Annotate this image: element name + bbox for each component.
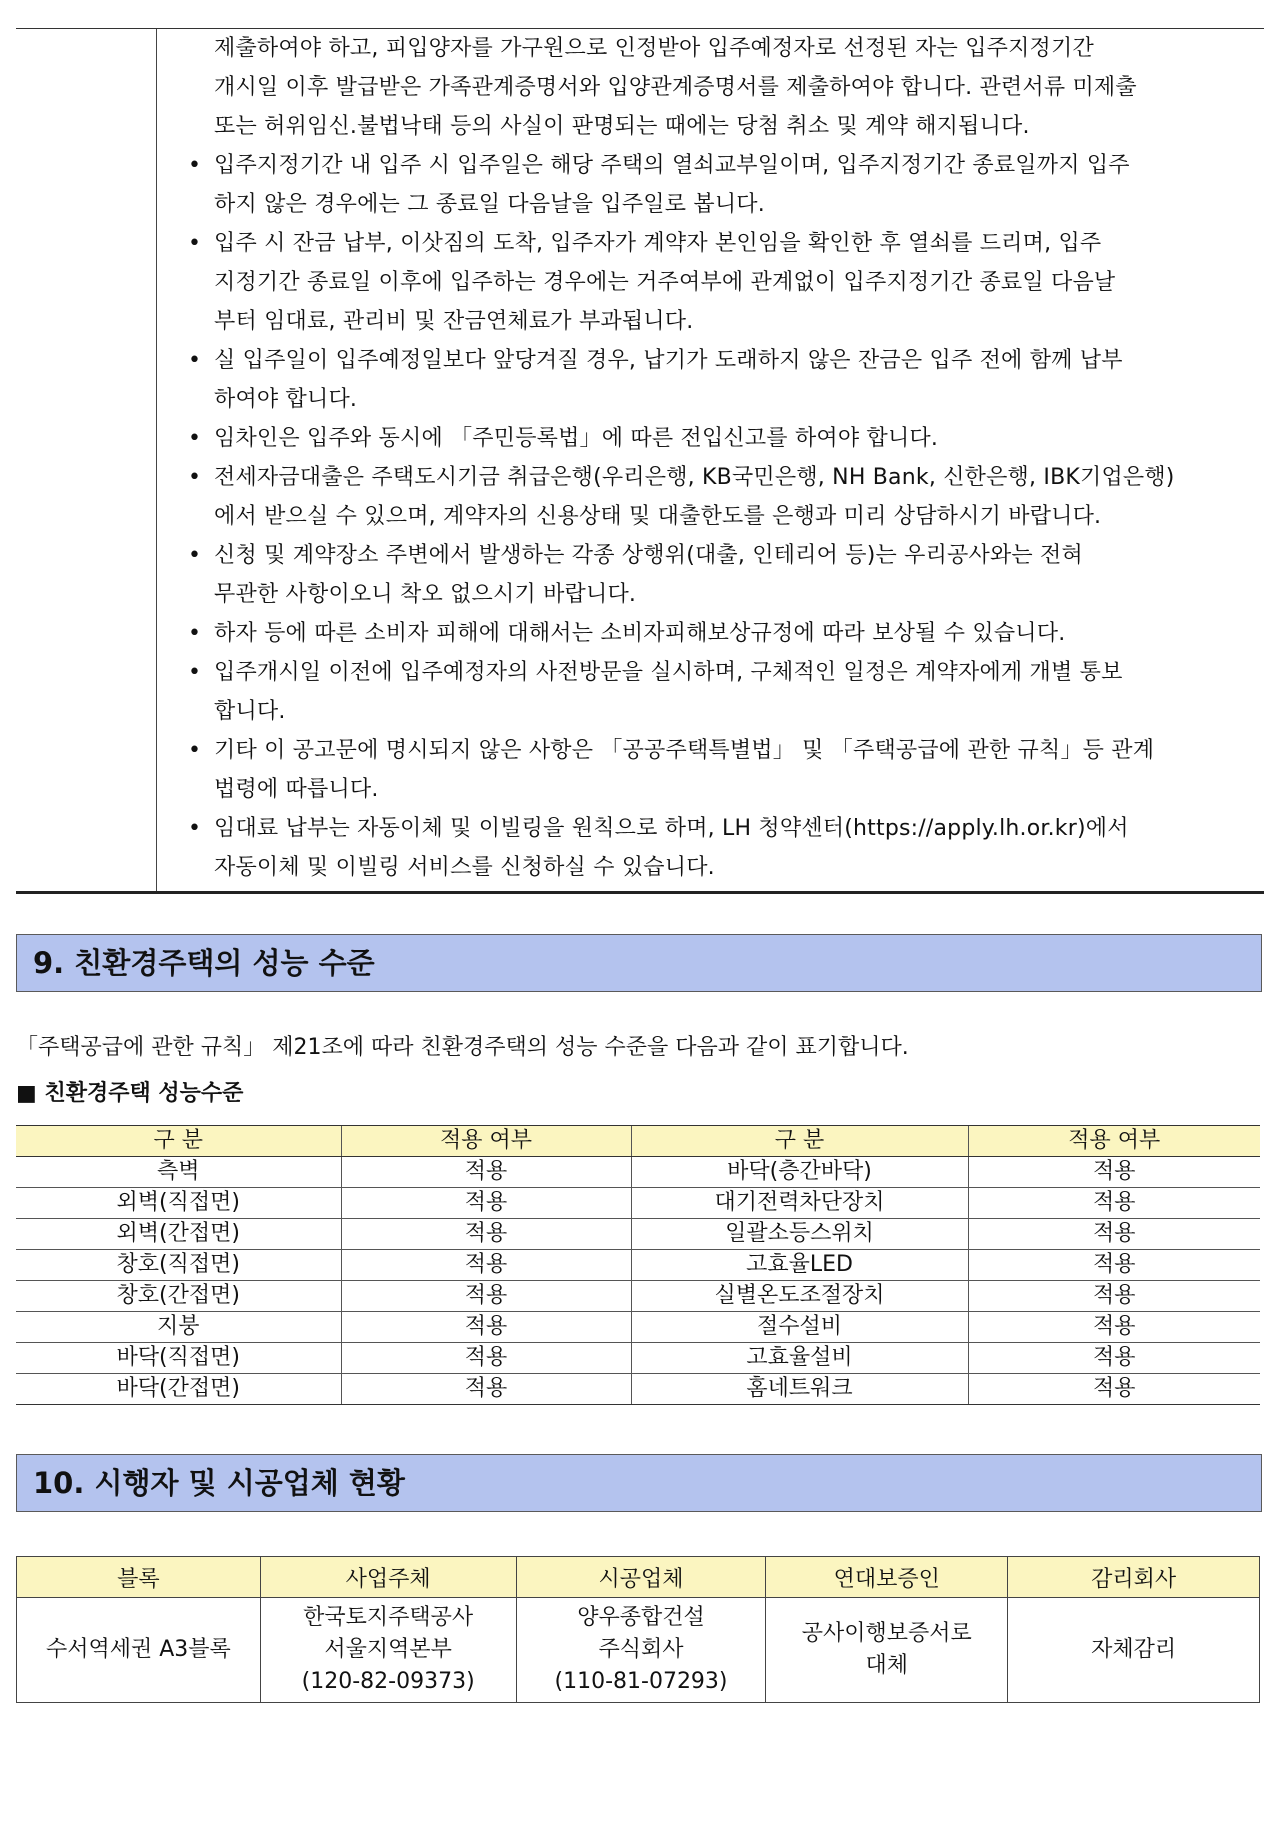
eco-applied-cell: 적용 <box>341 1374 631 1405</box>
eco-applied-cell: 적용 <box>341 1312 631 1343</box>
notice-bullet-item: • 임차인은 입주와 동시에 「주민등록법」에 따른 전입신고를 하여야 합니다. <box>176 419 1260 458</box>
eco-applied-cell: 적용 <box>968 1374 1260 1405</box>
notice-bullet-item: • 실 입주일이 입주예정일보다 앞당겨질 경우, 납기가 도래하지 않은 잔금은 입주 전에 함께 납부 <box>176 341 1260 380</box>
notice-body <box>176 29 1260 887</box>
section-9-title: 9. 친환경주택의 성능 수준 <box>33 946 375 980</box>
guarantor-line: 대체 <box>865 1653 909 1678</box>
eco-category-cell: 창호(간접면) <box>16 1281 341 1312</box>
eco-header-applied-2: 적용 여부 <box>968 1126 1260 1157</box>
eco-applied-cell: 적용 <box>341 1250 631 1281</box>
contractor-table <box>16 1556 1260 1703</box>
eco-table-subtitle: ■ 친환경주택 성능수준 <box>16 1081 244 1106</box>
notice-line: 또는 허위임신.불법낙태 등의 사실이 판명되는 때에는 당첨 취소 및 계약 해지됩니다. <box>214 114 1030 139</box>
cell-guarantor <box>766 1598 1008 1703</box>
guarantor-line: 공사이행보증서로 <box>801 1621 972 1646</box>
header-block: 블록 <box>17 1557 261 1598</box>
eco-category-cell: 절수설비 <box>631 1312 968 1343</box>
eco-applied-cell: 적용 <box>968 1312 1260 1343</box>
eco-header-category-2: 구 분 <box>631 1126 968 1157</box>
eco-category-cell: 측벽 <box>16 1157 341 1188</box>
header-guarantor: 연대보증인 <box>766 1557 1008 1598</box>
eco-applied-cell: 적용 <box>968 1188 1260 1219</box>
developer-line: (120-82-09373) <box>301 1669 475 1694</box>
header-supervisor: 감리회사 <box>1008 1557 1260 1598</box>
eco-category-cell: 고효율설비 <box>631 1343 968 1374</box>
eco-category-cell: 창호(직접면) <box>16 1250 341 1281</box>
builder-line: 주식회사 <box>598 1637 684 1662</box>
developer-line: 서울지역본부 <box>324 1637 452 1662</box>
header-developer: 사업주체 <box>260 1557 516 1598</box>
eco-applied-cell: 적용 <box>341 1219 631 1250</box>
notice-line: 에서 받으실 수 있으며, 계약자의 신용상태 및 대출한도를 은행과 미리 상담하시기 바랍니다. <box>214 504 1102 529</box>
eco-category-cell: 실별온도조절장치 <box>631 1281 968 1312</box>
notice-left-column <box>156 29 157 891</box>
eco-category-cell: 고효율LED <box>631 1250 968 1281</box>
notice-bullet-item: • 전세자금대출은 주택도시기금 취급은행(우리은행, KB국민은행, NH Bank, 신한은행, IBK기업은행) <box>176 458 1260 497</box>
eco-category-cell: 외벽(간접면) <box>16 1219 341 1250</box>
eco-table-row <box>16 1312 1260 1343</box>
eco-category-cell: 대기전력차단장치 <box>631 1188 968 1219</box>
notice-line: 자동이체 및 이빌링 서비스를 신청하실 수 있습니다. <box>214 855 715 880</box>
eco-applied-cell: 적용 <box>968 1281 1260 1312</box>
section-10-header <box>16 1454 1262 1512</box>
notice-line: 합니다. <box>214 699 286 724</box>
eco-table-row <box>16 1157 1260 1188</box>
cell-developer <box>260 1598 516 1703</box>
eco-category-cell: 지붕 <box>16 1312 341 1343</box>
cell-supervisor: 자체감리 <box>1008 1598 1260 1703</box>
eco-table-row <box>16 1250 1260 1281</box>
developer-line: 한국토지주택공사 <box>303 1605 474 1630</box>
notice-bullet-item: • 입주 시 잔금 납부, 이삿짐의 도착, 입주자가 계약자 본인임을 확인한 후 열쇠를 드리며, 입주 <box>176 224 1260 263</box>
builder-line: (110-81-07293) <box>554 1669 728 1694</box>
notice-line: 제출하여야 하고, 피입양자를 가구원으로 인정받아 입주예정자로 선정된 자는 입주지정기간 <box>214 36 1094 61</box>
notice-bullet-item: • 임대료 납부는 자동이체 및 이빌링을 원칙으로 하며, LH 청약센터(https://apply.lh.or.kr)에서 <box>176 809 1260 848</box>
notice-bullet-item: • 입주지정기간 내 입주 시 입주일은 해당 주택의 열쇠교부일이며, 입주지정기간 종료일까지 입주 <box>176 146 1260 185</box>
notice-bullet-item: • 하자 등에 따른 소비자 피해에 대해서는 소비자피해보상규정에 따라 보상될 수 있습니다. <box>176 614 1260 653</box>
eco-category-cell: 외벽(직접면) <box>16 1188 341 1219</box>
notice-line: 하여야 합니다. <box>214 387 358 412</box>
section-10-title: 10. 시행자 및 시공업체 현황 <box>33 1466 405 1500</box>
eco-header-category-1: 구 분 <box>16 1126 341 1157</box>
eco-applied-cell: 적용 <box>968 1343 1260 1374</box>
builder-line: 양우종합건설 <box>577 1605 705 1630</box>
section-9-header <box>16 934 1262 992</box>
contractor-row <box>17 1598 1260 1703</box>
eco-applied-cell: 적용 <box>341 1343 631 1374</box>
notice-bullet-item: • 입주개시일 이전에 입주예정자의 사전방문을 실시하며, 구체적인 일정은 계약자에게 개별 통보 <box>176 653 1260 692</box>
eco-category-cell: 홈네트워크 <box>631 1374 968 1405</box>
header-builder: 시공업체 <box>516 1557 766 1598</box>
eco-applied-cell: 적용 <box>968 1250 1260 1281</box>
notice-bullet-item: • 기타 이 공고문에 명시되지 않은 사항은 「공공주택특별법」 및 「주택공급에 관한 규칙」등 관계 <box>176 731 1260 770</box>
notice-line: 지정기간 종료일 이후에 입주하는 경우에는 거주여부에 관계없이 입주지정기간 종료일 다음날 <box>214 270 1116 295</box>
cell-builder <box>516 1598 766 1703</box>
notice-line: 하지 않은 경우에는 그 종료일 다음날을 입주일로 봅니다. <box>214 192 765 217</box>
eco-applied-cell: 적용 <box>968 1157 1260 1188</box>
notice-block <box>16 28 1264 894</box>
notice-bullet-item: • 신청 및 계약장소 주변에서 발생하는 각종 상행위(대출, 인테리어 등)는 우리공사와는 전혀 <box>176 536 1260 575</box>
eco-applied-cell: 적용 <box>341 1281 631 1312</box>
eco-table-header-row <box>16 1126 1260 1157</box>
eco-category-cell: 바닥(층간바닥) <box>631 1157 968 1188</box>
eco-header-applied-1: 적용 여부 <box>341 1126 631 1157</box>
section-9-intro: 「주택공급에 관한 규칙」 제21조에 따라 친환경주택의 성능 수준을 다음과 같이 표기합니다. <box>16 1035 909 1060</box>
notice-line: 무관한 사항이오니 착오 없으시기 바랍니다. <box>214 582 637 607</box>
eco-table-row <box>16 1374 1260 1405</box>
notice-line: 부터 임대료, 관리비 및 잔금연체료가 부과됩니다. <box>214 309 694 334</box>
eco-performance-table <box>16 1125 1260 1405</box>
notice-line: 개시일 이후 발급받은 가족관계증명서와 입양관계증명서를 제출하여야 합니다. 관련서류 미제출 <box>214 75 1137 100</box>
notice-line: 법령에 따릅니다. <box>214 777 379 802</box>
eco-category-cell: 바닥(간접면) <box>16 1374 341 1405</box>
eco-category-cell: 바닥(직접면) <box>16 1343 341 1374</box>
eco-applied-cell: 적용 <box>341 1157 631 1188</box>
contractor-header-row <box>17 1557 1260 1598</box>
eco-applied-cell: 적용 <box>341 1188 631 1219</box>
eco-table-row <box>16 1281 1260 1312</box>
eco-table-row <box>16 1343 1260 1374</box>
eco-table-row <box>16 1219 1260 1250</box>
cell-block: 수서역세권 A3블록 <box>17 1598 261 1703</box>
eco-table-row <box>16 1188 1260 1219</box>
eco-applied-cell: 적용 <box>968 1219 1260 1250</box>
eco-category-cell: 일괄소등스위치 <box>631 1219 968 1250</box>
